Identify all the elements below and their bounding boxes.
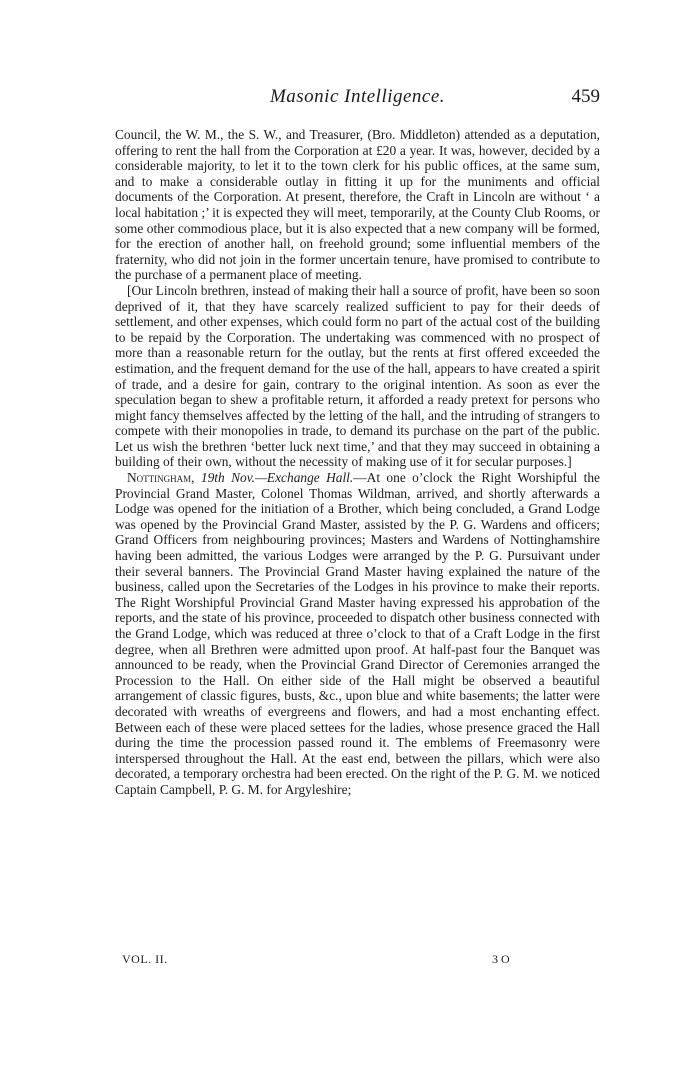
signature-mark: 3 O xyxy=(492,952,510,966)
volume-label: VOL. II. xyxy=(122,952,168,966)
date-venue: 19th Nov.—Exchange Hall. xyxy=(200,470,354,486)
place-name: Nottingham, xyxy=(127,470,195,486)
running-title: Masonic Intelligence. xyxy=(269,86,446,107)
paragraph-lincoln-hall: Council, the W. M., the S. W., and Treasurer, (Bro. Middleton) attended as a deputation, offering to rent the hall from the Corporation at £20 a year. It was, however, decided by a considerable majority, to let it to the town clerk for his public offices, at the same sum, and to make a considerable outlay in fitting it up for the muniments and official documents of the Corporation. At present, therefore, the Craft in Lincoln are without ‘ a local habitation ;’ it is expected they will meet, temporarily, at the County Club Rooms, or some other commodious place, but it is also expected that a new company will be formed, for the erection of another hall, on freehold ground; some influential members of the fraternity, who did not join in the former uncertain tenure, have promised to contribute to the purchase of a permanent place of meeting. xyxy=(115,127,600,283)
paragraph-editorial-note: [Our Lincoln brethren, instead of making their hall a source of profit, have been so soon deprived of it, that they have scarcely realized sufficient to pay for their deeds of settlement, and other expenses, which could form no part of the actual cost of the building to be repaid by the Corporation. The undertaking was commenced with no prospect of more than a reasonable return for the outlay, but the rents at first offered exceeded the estimation, and the frequent demand for the use of the hall, appears to have created a spirit of trade, and a desire for gain, contrary to the original intention. As soon as ever the speculation began to shew a profitable return, it afforded a ready pretext for persons who might fancy themselves affected by the letting of the hall, and the intruding of strangers to compete with their monopolies in trade, to demand its purchase on the part of the public. Let us wish the brethren ‘better luck next time,’ and that they may succeed in obtaining a building of their own, without the necessity of making use of it for secular purposes.] xyxy=(115,282,600,470)
page-number: 459 xyxy=(571,86,600,107)
page-header xyxy=(115,86,600,112)
article-body xyxy=(115,127,600,798)
paragraph-nottingham-text: —At one o’clock the Right Worshipful the Provincial Grand Master, Colonel Thomas Wildman, arrived, and shortly afterwards a Lodge was opened for the initiation of a Brother, which being concluded, a Grand Lodge was opened by the Provincial Grand Master, assisted by the P. G. Wardens and officers; Grand Officers from neighbouring provinces; Masters and Wardens of Nottinghamshire having been admitted, the various Lodges were arranged by the P. G. Pursuivant under their several banners. The Provincial Grand Master having explained the nature of the business, called upon the Secretaries of the Lodges in his province to make their reports. The Right Worshipful Provincial Grand Master having expressed his approbation of the reports, and the state of his province, proceeded to dispatch other business connected with the Grand Lodge, which was reduced at three o’clock to that of a Craft Lodge in the first degree, when all Brethren were admitted upon proof. At half-past four the Banquet was announced to be ready, when the Provincial Grand Director of Ceremonies arranged the Procession to the Hall. On either side of the Hall might be observed a beautiful arrangement of classic figures, busts, &c., upon blue and white basements; the latter were decorated with wreaths of evergreens and flowers, and had a most enchanting effect. Between each of these were placed settees for the ladies, whose presence graced the Hall during the time the procession passed round it. The emblems of Freemasonry were interspersed throughout the Hall. At the east end, between the pillars, which were also decorated, a temporary orchestra had been erected. On the right of the P. G. M. we noticed Captain Campbell, P. G. M. for Argyleshire; xyxy=(115,470,600,797)
page-footer xyxy=(122,952,594,968)
paragraph-nottingham xyxy=(115,470,600,797)
